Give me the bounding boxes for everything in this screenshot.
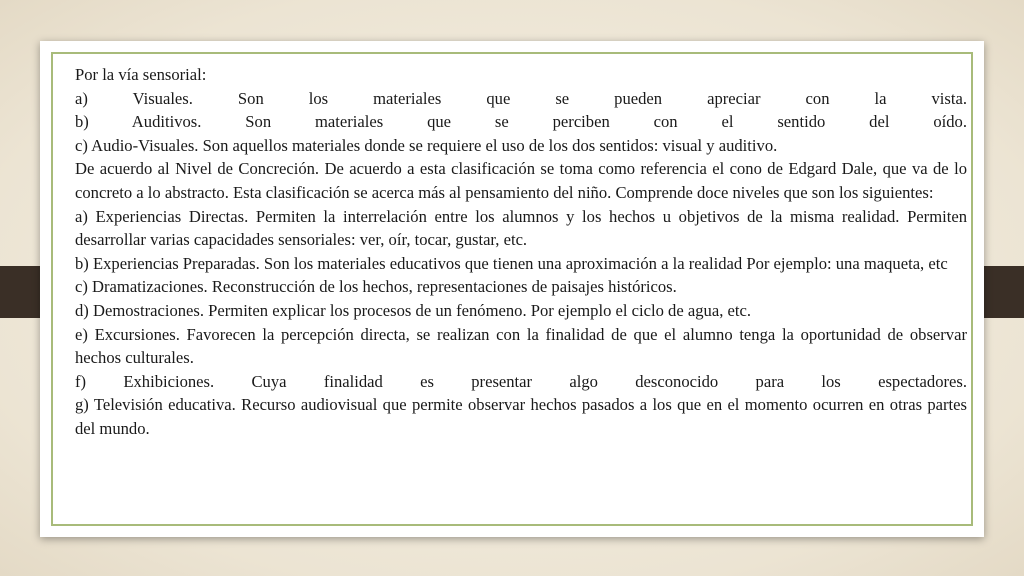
- text-line: c) Audio-Visuales. Son aquellos materiales donde se requiere el uso de los dos sentidos: visual y auditivo.: [75, 135, 778, 155]
- text-paragraph: b) Experiencias Preparadas. Son los materiales educativos que tienen una aproximación a la realidad Por ejemplo: una maqueta, etc: [75, 253, 948, 273]
- text-line: b) Auditivos. Son materiales que se perciben con el sentido del oído.: [75, 112, 967, 132]
- left-decorative-band: [0, 266, 40, 318]
- slide-card: [40, 41, 984, 537]
- text-line: f) Exhibiciones. Cuya finalidad es presentar algo desconocido para los espectadores.: [75, 371, 967, 391]
- text-paragraph: De acuerdo al Nivel de Concreción. De acuerdo a esta clasificación se toma como referencia el cono de Edgard Dale, que va de lo concreto a lo abstracto. Esta clasificación se acerca más al pensamiento del niño. Comprende doce niveles que son los siguientes:: [75, 159, 967, 202]
- right-decorative-band: [984, 266, 1024, 318]
- slide-body: [75, 63, 967, 441]
- text-paragraph: e) Excursiones. Favorecen la percepción directa, se realizan con la finalidad de que el alumno tenga la oportunidad de observar hechos culturales.: [75, 324, 967, 368]
- text-line: Por la vía sensorial:: [75, 65, 207, 84]
- text-paragraph: g) Televisión educativa. Recurso audiovisual que permite observar hechos pasados a los que en el momento ocurren en otras partes del mundo.: [75, 395, 967, 438]
- text-line: d) Demostraciones. Permiten explicar los procesos de un fenómeno. Por ejemplo el ciclo de agua, etc.: [75, 300, 751, 320]
- text-line: c) Dramatizaciones. Reconstrucción de los hechos, representaciones de paisajes históricos.: [75, 277, 677, 297]
- text-line: a) Visuales. Son los materiales que se pueden apreciar con la vista.: [75, 88, 967, 108]
- text-paragraph: a) Experiencias Directas. Permiten la interrelación entre los alumnos y los hechos u objetivos de la misma realidad. Permiten desarrollar varias capacidades sensoriales: ver, oír, tocar, gustar, etc.: [75, 206, 967, 250]
